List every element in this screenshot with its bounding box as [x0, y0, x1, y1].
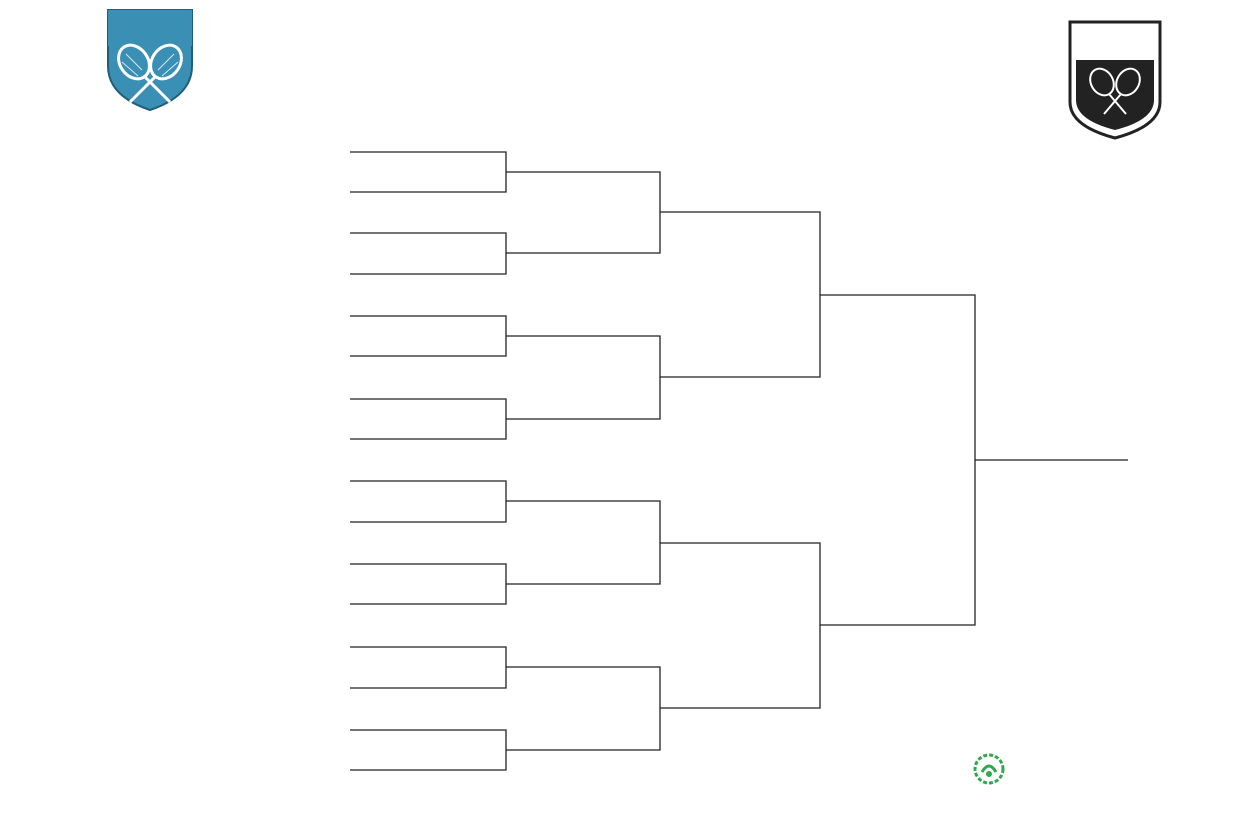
municipal-logo	[972, 752, 1142, 786]
